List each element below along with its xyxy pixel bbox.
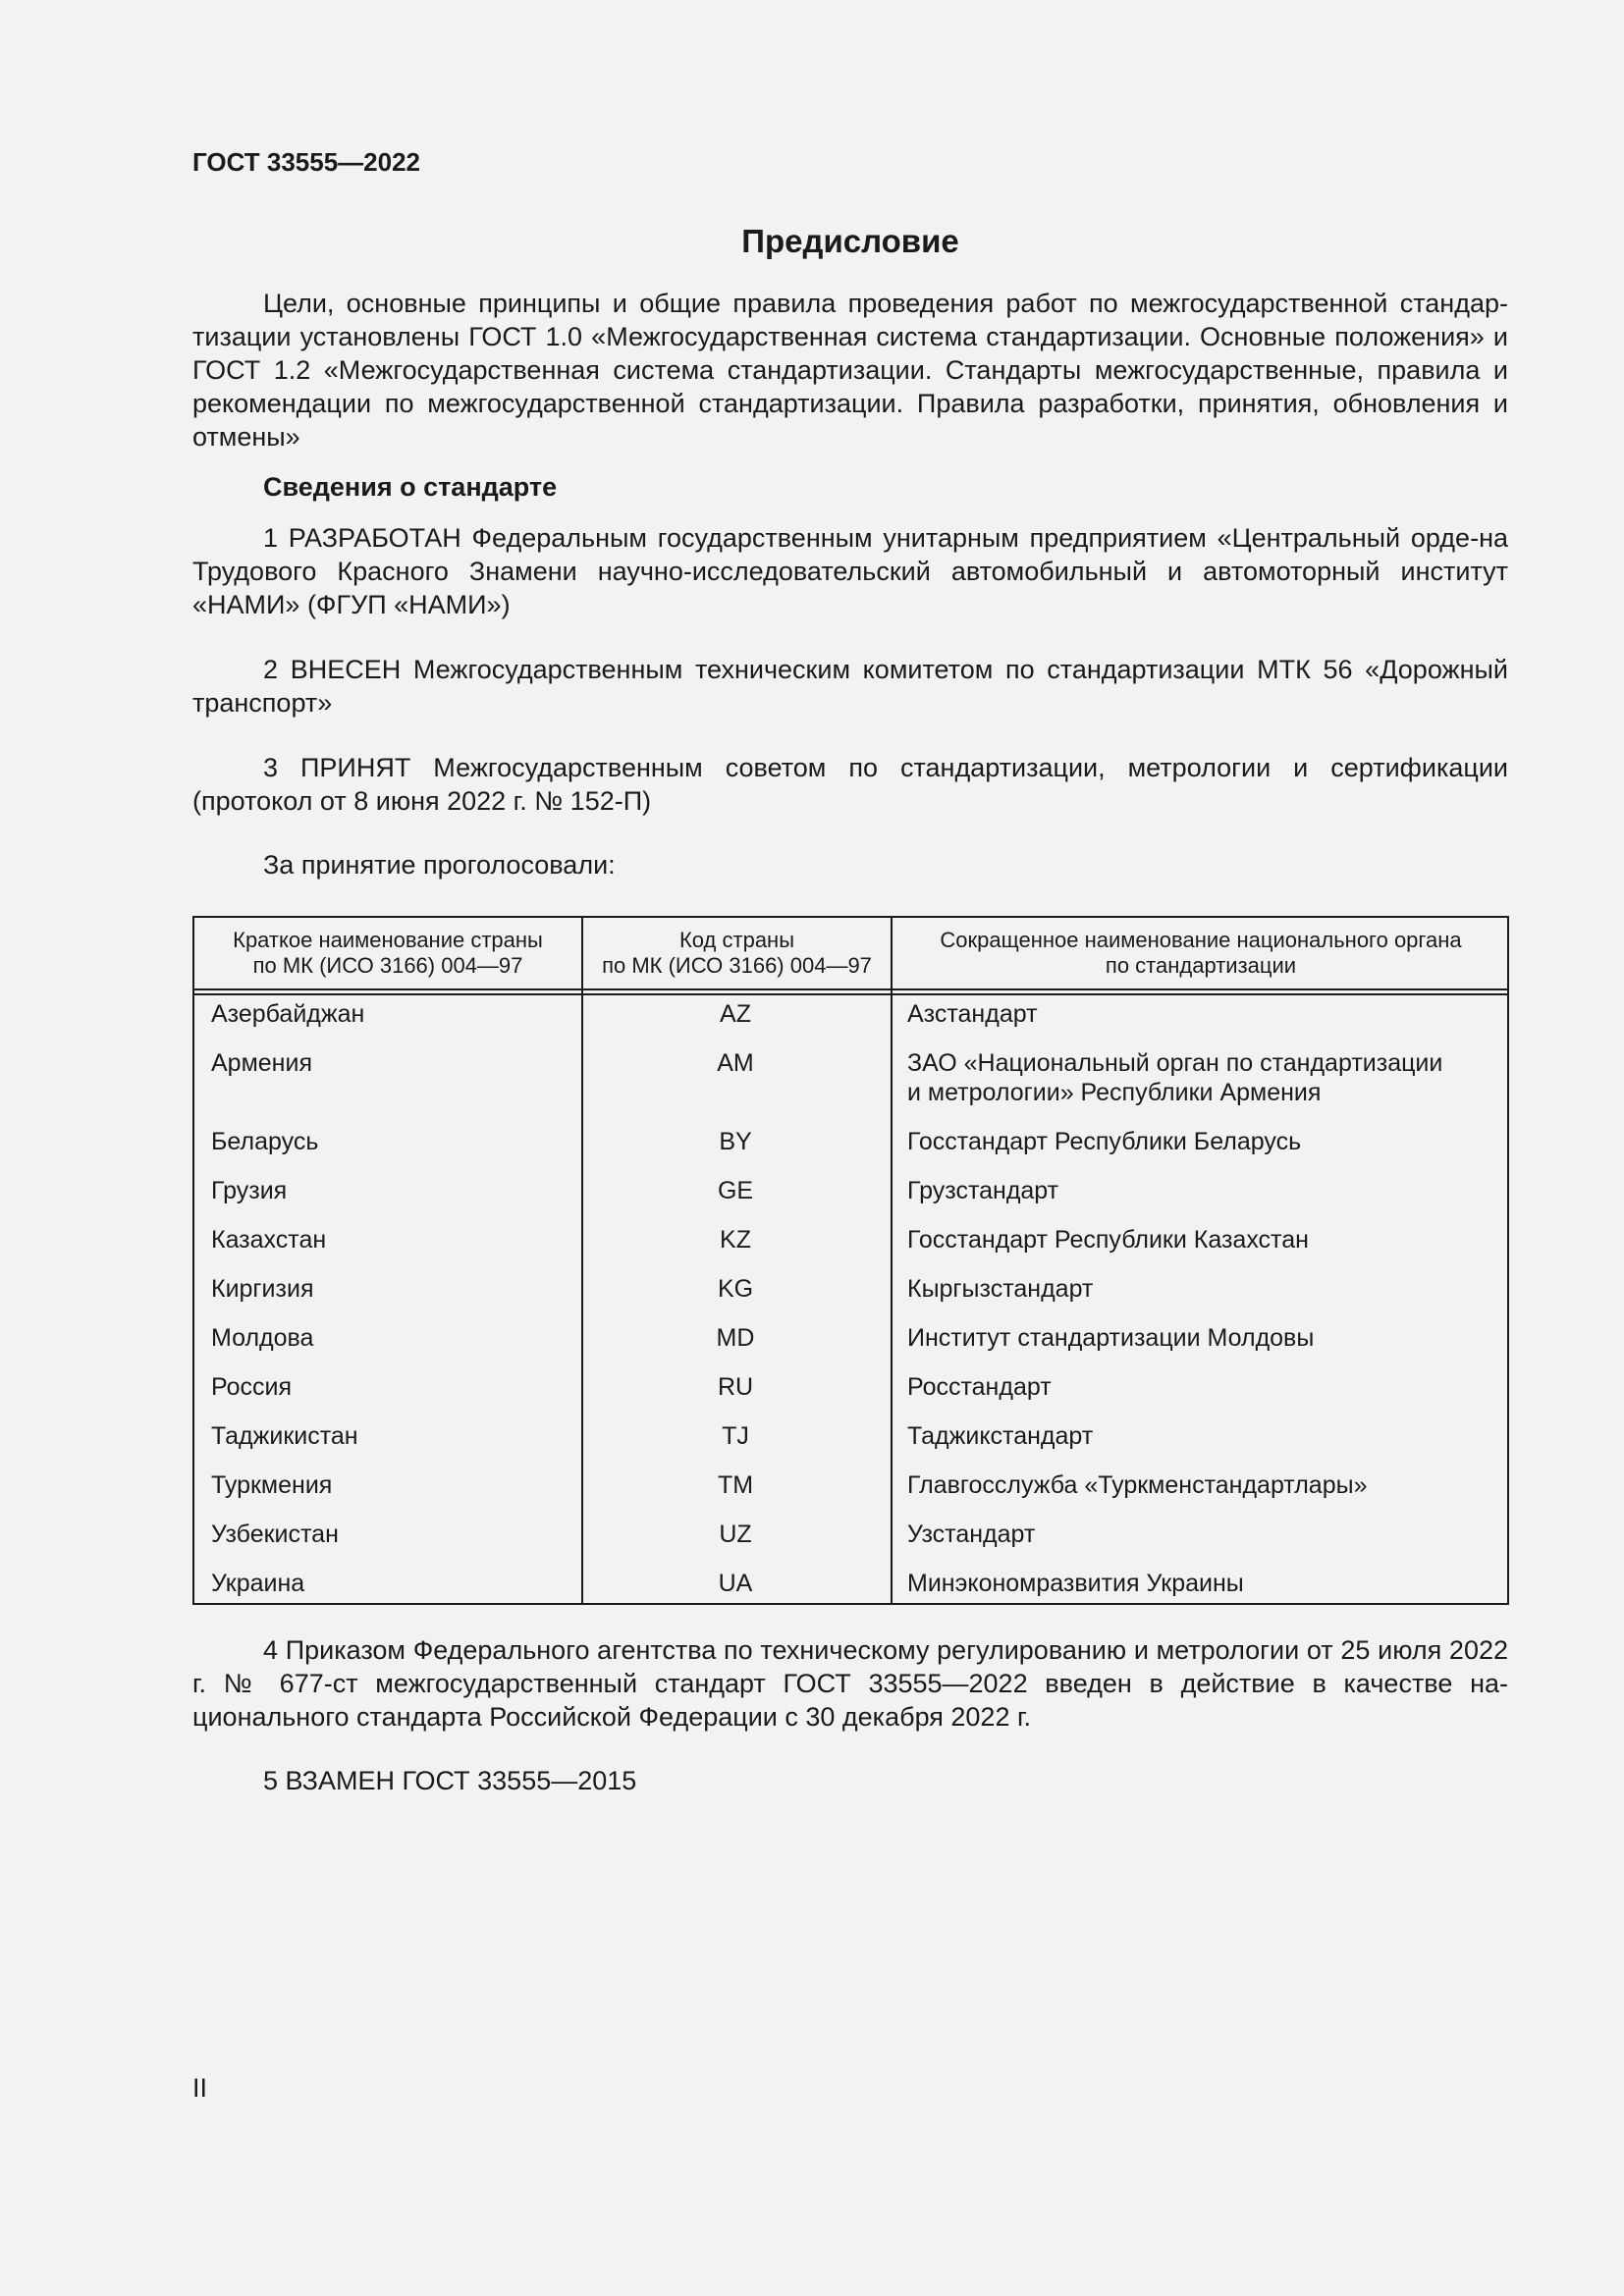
body-cell: Грузстандарт xyxy=(907,1177,1059,1204)
page-number: II xyxy=(192,2073,208,2103)
body-cell: Кыргызстандарт xyxy=(907,1275,1094,1303)
code-cell: KG xyxy=(717,1275,754,1303)
country-cell: Украина xyxy=(211,1570,305,1597)
body-cell: Минэкономразвития Украины xyxy=(907,1570,1244,1597)
country-cell: Казахстан xyxy=(211,1226,327,1254)
column-divider xyxy=(891,918,893,1603)
code-cell: UA xyxy=(718,1570,753,1597)
body-cell: Таджикстандарт xyxy=(907,1422,1094,1450)
item-2-paragraph: 2 ВНЕСЕН Межгосударственным техническим комитетом по стандартизации МТК 56 «Дорожный транспорт» xyxy=(192,655,1508,718)
code-cell: MD xyxy=(716,1324,755,1352)
column-header-body: Сокращенное наименование национального органа по стандартизации xyxy=(940,928,1462,978)
document-id-header: ГОСТ 33555—2022 xyxy=(192,147,420,177)
code-cell: TM xyxy=(717,1471,754,1499)
intro-paragraph: Цели, основные принципы и общие правила проведения работ по межгосударственной стандар-тизации установлены ГОСТ 1.0 «Межгосударственная система стандартизации. Основные положения» и ГОСТ 1.2 «Межгосударственная система стандартизации. Стандарты межгосударственные, правила и рекомендации по межгосударственной стандартизации. Правила разработки, принятия, обновления и отмены» xyxy=(192,289,1508,452)
body-cell: Госстандарт Республики Казахстан xyxy=(907,1226,1309,1254)
header-divider xyxy=(194,988,1507,990)
country-cell: Молдова xyxy=(211,1324,314,1352)
body-cell: Росстандарт xyxy=(907,1373,1052,1401)
country-cell: Таджикистан xyxy=(211,1422,358,1450)
item-3-paragraph: 3 ПРИНЯТ Межгосударственным советом по стандартизации, метрологии и сертификации (протокол от 8 июня 2022 г. № 152-П) xyxy=(192,753,1508,816)
item-1-paragraph: 1 РАЗРАБОТАН Федеральным государственным унитарным предприятием «Центральный орде-на Трудового Красного Знамени научно-исследовательский автомобильный и автомоторный институт «НАМИ» (ФГУП «НАМИ») xyxy=(192,523,1508,619)
country-cell: Киргизия xyxy=(211,1275,314,1303)
body-cell: Главгосслужба «Туркменстандартлары» xyxy=(907,1471,1368,1499)
countries-table xyxy=(192,916,1509,1605)
page-title: Предисловие xyxy=(741,223,959,259)
country-cell: Россия xyxy=(211,1373,292,1401)
column-header-code: Код страны по МК (ИСО 3166) 004—97 xyxy=(602,928,872,978)
column-header-country: Краткое наименование страны по МК (ИСО 3166) 004—97 xyxy=(233,928,543,978)
country-cell: Армения xyxy=(211,1049,312,1077)
country-cell: Азербайджан xyxy=(211,1000,365,1028)
body-cell: Азстандарт xyxy=(907,1000,1038,1028)
code-cell: UZ xyxy=(719,1521,752,1548)
country-cell: Узбекистан xyxy=(211,1521,339,1548)
code-cell: AM xyxy=(717,1049,754,1077)
country-cell: Беларусь xyxy=(211,1128,319,1155)
code-cell: GE xyxy=(717,1177,754,1204)
body-cell: Институт стандартизации Молдовы xyxy=(907,1324,1315,1352)
code-cell: AZ xyxy=(720,1000,751,1028)
item-5-paragraph: 5 ВЗАМЕН ГОСТ 33555—2015 xyxy=(263,1766,637,1795)
code-cell: TJ xyxy=(722,1422,749,1450)
country-cell: Туркмения xyxy=(211,1471,333,1499)
header-divider xyxy=(194,993,1507,995)
country-cell: Грузия xyxy=(211,1177,288,1204)
code-cell: KZ xyxy=(720,1226,751,1254)
code-cell: RU xyxy=(717,1373,754,1401)
voted-label: За принятие проголосовали: xyxy=(263,850,616,880)
item-4-paragraph: 4 Приказом Федерального агентства по техническому регулированию и метрологии от 25 июля 2022 г. № 677-ст межгосударственный стандарт ГОСТ 33555—2022 введен в действие в качестве на-ционального стандарта Российской Федерации с 30 декабря 2022 г. xyxy=(192,1635,1508,1732)
body-cell: Госстандарт Республики Беларусь xyxy=(907,1128,1302,1155)
body-cell: ЗАО «Национальный орган по стандартизации и метрологии» Республики Армения xyxy=(907,1049,1443,1106)
code-cell: BY xyxy=(719,1128,752,1155)
section-heading: Сведения о стандарте xyxy=(263,472,558,502)
body-cell: Узстандарт xyxy=(907,1521,1036,1548)
